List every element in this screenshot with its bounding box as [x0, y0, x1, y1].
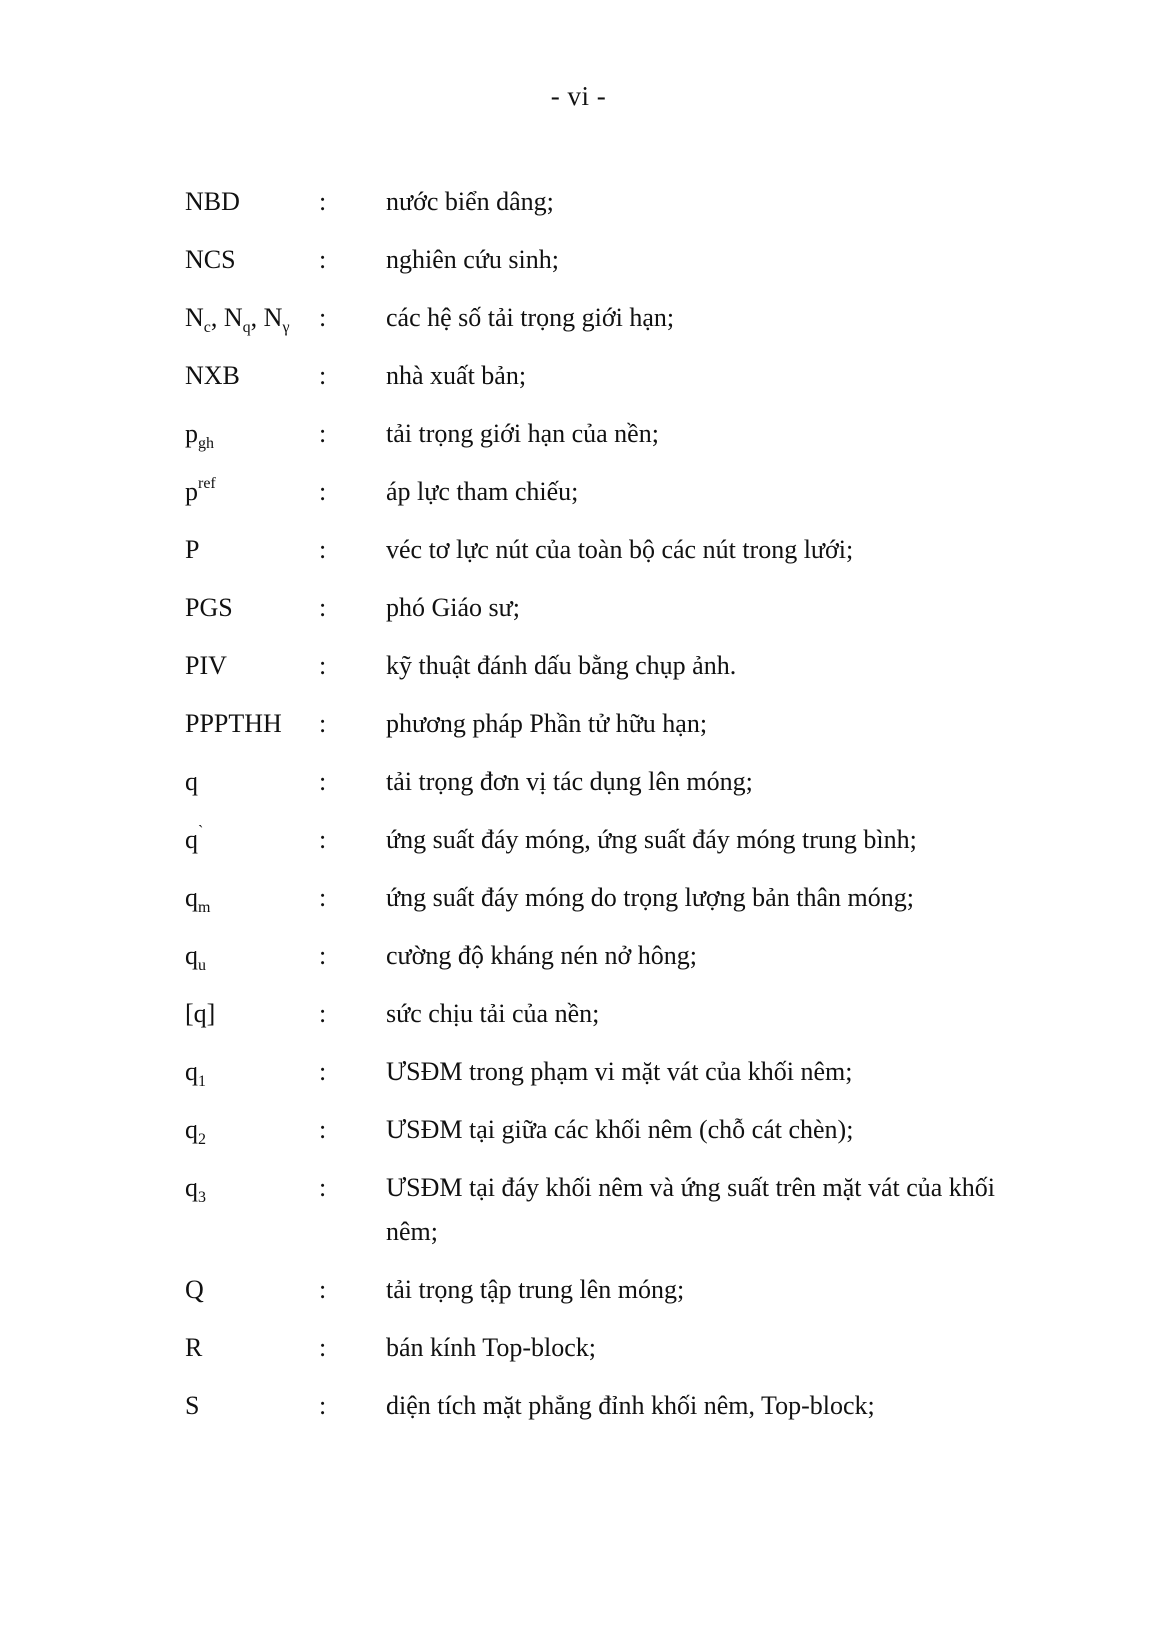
glossary-entry — [0, 1108, 1157, 1166]
term — [185, 1166, 325, 1210]
term: PGS — [185, 593, 233, 622]
term: P — [185, 535, 200, 564]
term-base: q — [185, 941, 198, 970]
definition: véc tơ lực nút của toàn bộ các nút trong lưới; — [386, 535, 854, 564]
term: Q — [185, 1275, 204, 1304]
glossary-entry — [0, 1384, 1157, 1442]
term-subscript: 1 — [198, 1073, 206, 1090]
separator: : — [319, 999, 327, 1028]
term — [185, 1050, 325, 1094]
definition: ƯSĐM trong phạm vi mặt vát của khối nêm; — [386, 1057, 853, 1086]
term: PIV — [185, 651, 227, 680]
separator: : — [319, 303, 327, 332]
term — [185, 818, 325, 862]
separator: : — [319, 651, 327, 680]
term-base: q — [185, 883, 198, 912]
separator: : — [319, 825, 327, 854]
term — [185, 876, 325, 920]
term-base: q — [185, 1173, 198, 1202]
separator: : — [319, 419, 327, 448]
glossary-entry — [0, 180, 1157, 238]
term: S — [185, 1391, 200, 1420]
glossary-entry — [0, 238, 1157, 296]
separator: : — [319, 883, 327, 912]
separator: : — [319, 477, 327, 506]
term-base: q — [185, 1115, 198, 1144]
glossary-entry — [0, 296, 1157, 354]
glossary-entry — [0, 876, 1157, 934]
term-subscript: c — [203, 319, 211, 336]
term-subscript: 2 — [198, 1131, 206, 1148]
definition: tải trọng đơn vị tác dụng lên móng; — [386, 767, 753, 796]
glossary-entry — [0, 644, 1157, 702]
term — [185, 1108, 325, 1152]
definition: nhà xuất bản; — [386, 361, 527, 390]
glossary-entry — [0, 760, 1157, 818]
separator: : — [319, 593, 327, 622]
definition: sức chịu tải của nền; — [386, 999, 600, 1028]
separator: : — [319, 1333, 327, 1362]
term-base: p — [185, 477, 198, 506]
term: NXB — [185, 361, 240, 390]
separator: : — [319, 709, 327, 738]
glossary-entry — [0, 528, 1157, 586]
definition: tải trọng giới hạn của nền; — [386, 419, 659, 448]
definition: ƯSĐM tại đáy khối nêm và ứng suất trên mặt vát của khối nêm; — [386, 1173, 996, 1246]
definition: nghiên cứu sinh; — [386, 245, 559, 274]
glossary-entry — [0, 1268, 1157, 1326]
definition: phó Giáo sư; — [386, 593, 520, 622]
definition: phương pháp Phần tử hữu hạn; — [386, 709, 708, 738]
term-subscript: γ — [282, 319, 290, 336]
separator: : — [319, 1057, 327, 1086]
glossary-entry — [0, 818, 1157, 876]
term: NBD — [185, 187, 240, 216]
term-subscript: u — [198, 957, 206, 974]
term-base: , N — [250, 303, 283, 332]
term-subscript: 3 — [198, 1189, 206, 1206]
glossary-entry — [0, 412, 1157, 470]
definition: diện tích mặt phẳng đỉnh khối nêm, Top-block; — [386, 1391, 875, 1420]
definition: ứng suất đáy móng, ứng suất đáy móng trung bình; — [386, 825, 917, 854]
term — [185, 412, 325, 456]
glossary-entry — [0, 586, 1157, 644]
separator: : — [319, 767, 327, 796]
definition: ứng suất đáy móng do trọng lượng bản thân móng; — [386, 883, 914, 912]
term-subscript: m — [198, 899, 211, 916]
glossary-entry — [0, 702, 1157, 760]
term-superscript: ` — [198, 823, 204, 840]
definition: áp lực tham chiếu; — [386, 477, 579, 506]
term-subscript: gh — [198, 435, 214, 452]
definition: nước biển dâng; — [386, 187, 554, 216]
separator: : — [319, 361, 327, 390]
definition: kỹ thuật đánh dấu bằng chụp ảnh. — [386, 651, 737, 680]
separator: : — [319, 1275, 327, 1304]
definition: các hệ số tải trọng giới hạn; — [386, 303, 675, 332]
glossary-entry — [0, 992, 1157, 1050]
term: PPPTHH — [185, 709, 282, 738]
glossary-entry — [0, 1326, 1157, 1384]
term-base: , N — [210, 303, 243, 332]
term-base: q — [185, 825, 198, 854]
glossary-entry — [0, 1166, 1157, 1268]
glossary-entry — [0, 934, 1157, 992]
separator: : — [319, 245, 327, 274]
term: [q] — [185, 999, 216, 1028]
term: q — [185, 767, 198, 796]
page-number: - vi - — [550, 81, 607, 111]
term — [185, 934, 325, 978]
separator: : — [319, 1115, 327, 1144]
term-base: q — [185, 1057, 198, 1086]
separator: : — [319, 1391, 327, 1420]
definition: ƯSĐM tại giữa các khối nêm (chỗ cát chèn); — [386, 1115, 854, 1144]
term: R — [185, 1333, 203, 1362]
term-subscript: q — [242, 319, 251, 336]
definition: tải trọng tập trung lên móng; — [386, 1275, 685, 1304]
abbreviation-list — [0, 180, 1157, 1442]
definition: bán kính Top-block; — [386, 1333, 597, 1362]
term: NCS — [185, 245, 236, 274]
glossary-entry — [0, 354, 1157, 412]
term-base: p — [185, 419, 198, 448]
glossary-entry — [0, 1050, 1157, 1108]
term — [185, 470, 325, 514]
separator: : — [319, 187, 327, 216]
definition: cường độ kháng nén nở hông; — [386, 941, 697, 970]
term-superscript: ref — [198, 475, 216, 492]
term-base: N — [185, 303, 204, 332]
term — [185, 296, 325, 340]
separator: : — [319, 1173, 327, 1202]
separator: : — [319, 535, 327, 564]
glossary-entry — [0, 470, 1157, 528]
separator: : — [319, 941, 327, 970]
